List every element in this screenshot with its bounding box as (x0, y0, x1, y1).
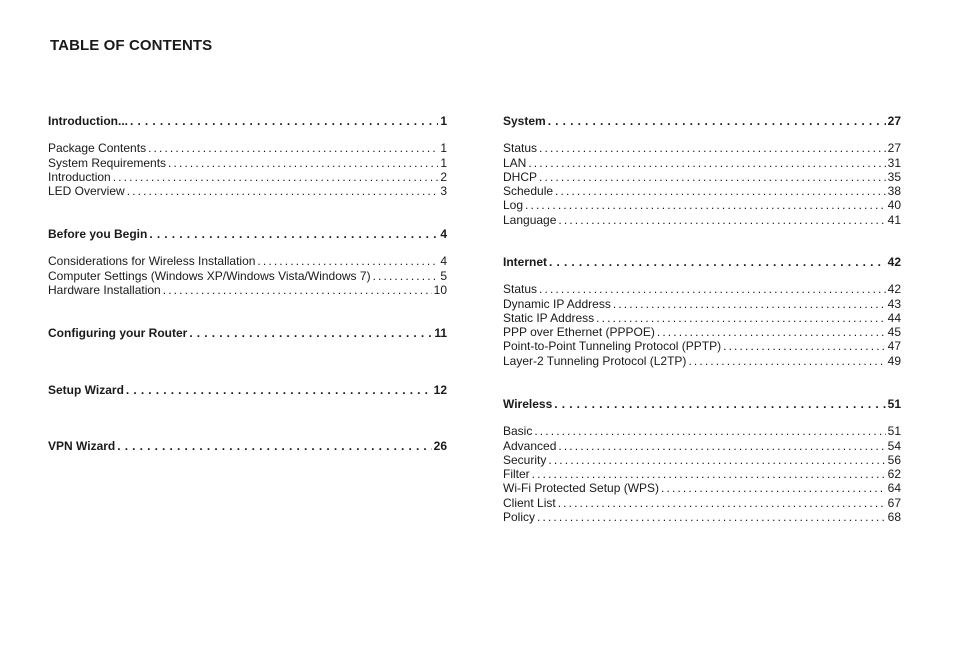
dot-leader (130, 114, 438, 128)
toc-entry-label: Policy (503, 510, 536, 525)
toc-page-number: 35 (887, 169, 901, 184)
toc-section-before-you-begin (48, 227, 447, 326)
dot-leader (534, 424, 885, 438)
dot-leader (163, 283, 432, 297)
toc-entry[interactable] (48, 283, 447, 297)
toc-entry[interactable] (503, 297, 901, 311)
toc-entry-label: Status (503, 282, 538, 297)
toc-left-column (48, 114, 447, 466)
toc-entry-label: LED Overview (48, 184, 125, 199)
toc-section-wireless (503, 397, 901, 524)
toc-entry-label: DHCP (503, 169, 538, 184)
toc-entry-label: Schedule (503, 184, 554, 199)
toc-page-number: 42 (887, 282, 901, 297)
dot-leader (149, 227, 438, 241)
toc-entry-label: Wi-Fi Protected Setup (WPS) (503, 481, 660, 496)
toc-page-number: 54 (887, 438, 901, 453)
toc-page-number: 38 (887, 184, 901, 199)
toc-page-number: 43 (887, 296, 901, 311)
toc-entry[interactable] (503, 496, 901, 510)
toc-page-number: 11 (434, 326, 447, 340)
toc-page-number: 27 (887, 114, 901, 128)
toc-entry-label: Setup Wizard (48, 383, 124, 397)
toc-page-number: 27 (887, 141, 901, 156)
toc-entry[interactable] (503, 439, 901, 453)
toc-page-number: 51 (887, 424, 901, 439)
toc-page-number: 4 (440, 227, 447, 241)
toc-entry-label: Introduction... (48, 114, 128, 128)
dot-leader (532, 467, 886, 481)
toc-entry-label: Introduction (48, 169, 111, 184)
dot-leader (539, 282, 886, 296)
toc-entry-label: Package Contents (48, 141, 147, 156)
toc-entry[interactable] (48, 184, 447, 198)
toc-page-number: 10 (433, 282, 447, 297)
dot-leader (548, 114, 886, 128)
toc-page-number: 5 (440, 268, 447, 283)
dot-leader (549, 255, 886, 269)
dot-leader (688, 354, 885, 368)
dot-leader (613, 297, 886, 311)
dot-leader (539, 141, 886, 155)
toc-entry-label: Filter (503, 467, 530, 482)
toc-entry-label: Basic (503, 424, 533, 439)
dot-leader (558, 213, 885, 227)
toc-entry[interactable] (48, 170, 447, 184)
toc-entry-label: Internet (503, 255, 548, 269)
toc-entry-label: Advanced (503, 438, 557, 453)
dot-leader (657, 325, 886, 339)
toc-page-number: 26 (433, 439, 447, 453)
toc-right-column (503, 114, 901, 524)
dot-leader (548, 453, 885, 467)
dot-leader (558, 439, 885, 453)
toc-section-configuring (48, 326, 447, 383)
toc-page-number: 68 (887, 510, 901, 525)
toc-section-introduction (48, 114, 447, 227)
toc-entry[interactable] (48, 254, 447, 268)
dot-leader (537, 510, 886, 524)
toc-entry-label: PPP over Ethernet (PPPOE) (503, 325, 655, 340)
toc-entry[interactable] (503, 255, 901, 269)
toc-page-number: 44 (887, 310, 901, 325)
toc-entry[interactable] (48, 156, 447, 170)
toc-page-number: 42 (887, 255, 901, 269)
toc-entry[interactable] (48, 269, 447, 283)
dot-leader (257, 254, 438, 268)
toc-section-setup-wizard (48, 383, 447, 439)
toc-page-number: 64 (887, 481, 901, 496)
toc-entry-label: Dynamic IP Address (503, 296, 611, 311)
toc-entry[interactable] (503, 397, 901, 411)
toc-entry-label: Hardware Installation (48, 282, 161, 297)
toc-entry[interactable] (503, 467, 901, 481)
toc-entry[interactable] (503, 184, 901, 198)
toc-entry[interactable] (48, 383, 447, 397)
toc-entry-label: Computer Settings (Windows XP/Windows Vista/Windows 7) (48, 268, 371, 283)
toc-entry[interactable] (48, 114, 447, 128)
toc-entry[interactable] (48, 326, 447, 340)
toc-page-number: 2 (440, 169, 447, 184)
toc-entry[interactable] (503, 481, 901, 495)
toc-page-number: 49 (887, 353, 901, 368)
toc-entry[interactable] (503, 114, 901, 128)
toc-page-number: 4 (440, 254, 447, 269)
toc-page-number: 56 (887, 452, 901, 467)
toc-page-number: 1 (440, 155, 447, 170)
toc-entry[interactable] (503, 213, 901, 227)
dot-leader (148, 141, 438, 155)
toc-entry-label: Before you Begin (48, 227, 148, 241)
dot-leader (126, 383, 432, 397)
dot-leader (555, 184, 886, 198)
toc-entry-label: Configuring your Router (48, 326, 188, 340)
toc-entry-label: LAN (503, 155, 527, 170)
toc-entry[interactable] (503, 141, 901, 155)
toc-page-number: 41 (887, 212, 901, 227)
toc-page-number: 67 (887, 495, 901, 510)
toc-entry-label: Considerations for Wireless Installation (48, 254, 256, 269)
toc-entry[interactable] (503, 453, 901, 467)
toc-entry-label: Security (503, 452, 547, 467)
toc-entry[interactable] (503, 311, 901, 325)
toc-page-number: 40 (887, 198, 901, 213)
toc-entry[interactable] (503, 282, 901, 296)
toc-page-number: 62 (887, 467, 901, 482)
toc-entry-label: System (503, 114, 546, 128)
toc-entry-label: Log (503, 198, 524, 213)
toc-entry[interactable] (503, 339, 901, 353)
dot-leader (723, 339, 886, 353)
dot-leader (373, 269, 439, 283)
toc-page-number: 3 (440, 184, 447, 199)
toc-page-number: 47 (887, 339, 901, 354)
toc-entry[interactable] (503, 510, 901, 524)
toc-entry-label: VPN Wizard (48, 439, 116, 453)
page-title: TABLE OF CONTENTS (50, 37, 213, 54)
toc-entry-label: Layer-2 Tunneling Protocol (L2TP) (503, 353, 687, 368)
toc-page-number: 45 (887, 325, 901, 340)
toc-page-number: 51 (887, 397, 901, 411)
toc-section-system (503, 114, 901, 255)
toc-entry[interactable] (503, 424, 901, 438)
dot-leader (596, 311, 885, 325)
toc-entry-label: Status (503, 141, 538, 156)
dot-leader (189, 326, 432, 340)
toc-entry[interactable] (48, 227, 447, 241)
dot-leader (113, 170, 439, 184)
toc-entry[interactable] (503, 325, 901, 339)
toc-entry-label: Wireless (503, 397, 553, 411)
toc-page-number: 1 (440, 141, 447, 156)
toc-section-internet (503, 255, 901, 397)
toc-entry-label: Point-to-Point Tunneling Protocol (PPTP) (503, 339, 722, 354)
dot-leader (539, 170, 886, 184)
toc-entry[interactable] (503, 198, 901, 212)
dot-leader (168, 156, 438, 170)
dot-leader (525, 198, 886, 212)
toc-entry[interactable] (503, 170, 901, 184)
toc-entry[interactable] (503, 156, 901, 170)
toc-section-vpn-wizard (48, 439, 447, 453)
toc-page-number: 12 (433, 383, 447, 397)
toc-entry-label: Language (503, 212, 557, 227)
dot-leader (554, 397, 885, 411)
toc-page-number: 31 (887, 155, 901, 170)
dot-leader (127, 184, 439, 198)
toc-entry[interactable] (503, 354, 901, 368)
dot-leader (117, 439, 431, 453)
toc-entry[interactable] (48, 439, 447, 453)
dot-leader (528, 156, 885, 170)
toc-entry-label: System Requirements (48, 155, 167, 170)
toc-entry-label: Client List (503, 495, 556, 510)
toc-page-number: 1 (440, 114, 447, 128)
toc-entry[interactable] (48, 141, 447, 155)
dot-leader (661, 481, 886, 495)
dot-leader (558, 496, 886, 510)
toc-entry-label: Static IP Address (503, 310, 595, 325)
